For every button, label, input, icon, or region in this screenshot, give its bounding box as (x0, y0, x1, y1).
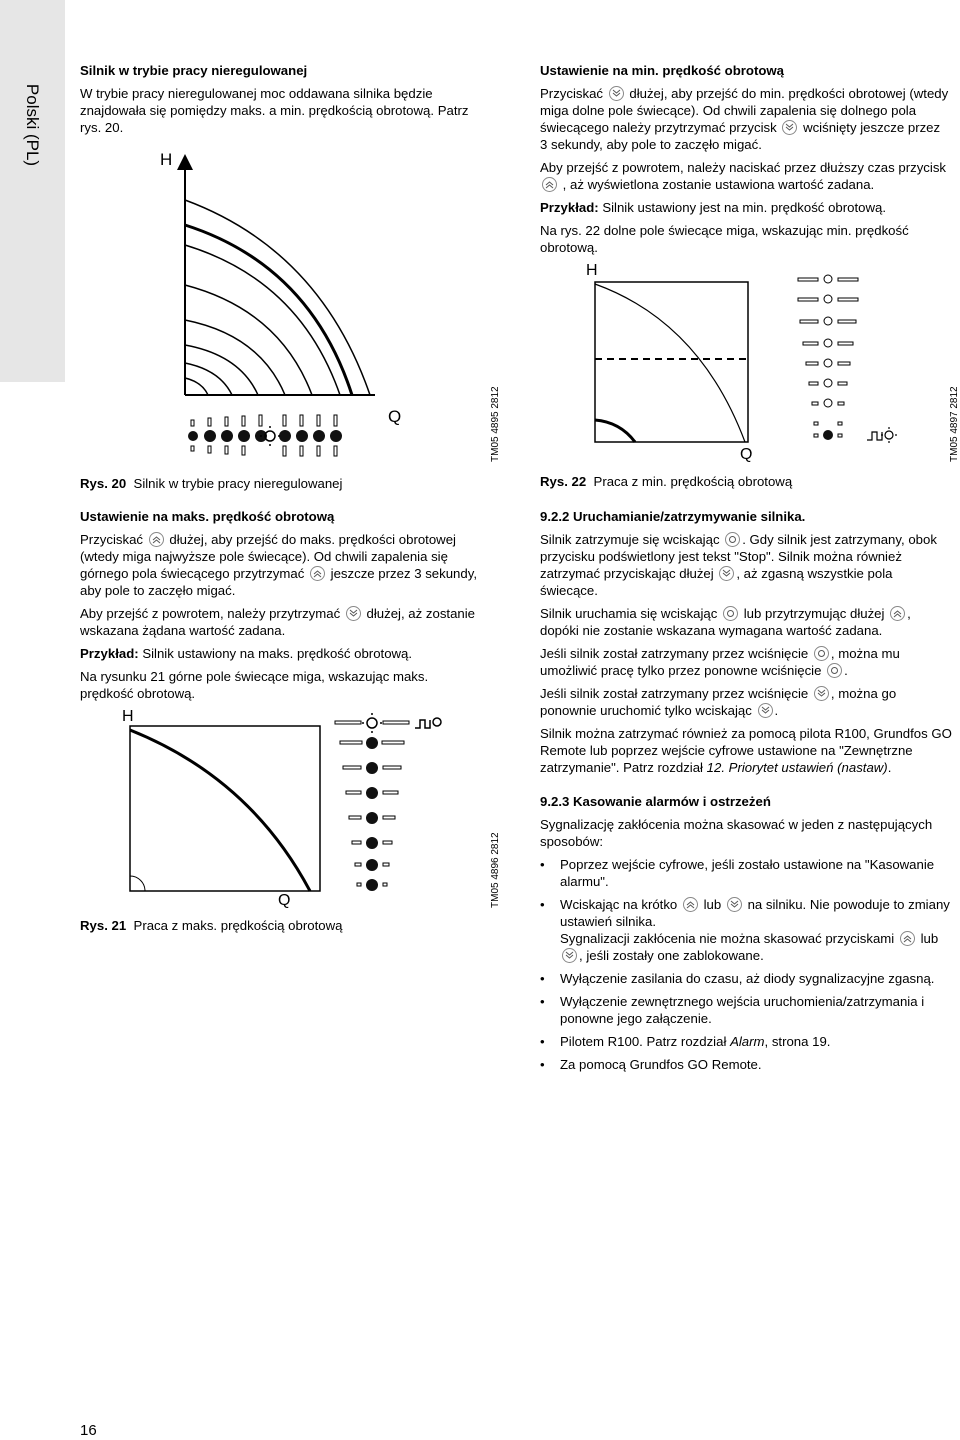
figure-21 (80, 708, 520, 918)
start-stop-button-icon (827, 663, 842, 678)
down-button-icon (562, 948, 577, 963)
text-min-speed-1: Przyciskać dłużej, aby przejść do min. prędkości obrotowej (wtedy miga dolne pole świecące). Od chwili zapalenia się dolnego pola świecącego należy przytrzymać przycisk wciśnięty jeszcze przez 3 sekundy, aby pole to zaczęło migać. (540, 86, 949, 152)
down-button-icon (727, 897, 742, 912)
language-label: Polski (PL) (23, 83, 42, 167)
start-stop-button-icon (723, 606, 738, 621)
text-min-speed-4: Na rys. 22 dolne pole świecące miga, wskazując min. prędkość obrotową. (540, 223, 909, 255)
up-button-icon (683, 897, 698, 912)
text-max-speed-2: Aby przejść z powrotem, należy przytrzymać dłużej, aż zostanie wskazana żądana wartość zadana. (80, 606, 476, 638)
up-button-icon (149, 532, 164, 547)
figure-22 (540, 262, 960, 472)
list-item: • Pilotem R100. Patrz rozdział Alarm, strona 19. (540, 1033, 952, 1050)
reset-methods-list (540, 856, 952, 1073)
heading-start-stop: 9.2.2 Uruchamianie/zatrzymywanie silnika. (540, 509, 806, 524)
text-min-speed-3: Przykład: Silnik ustawiony jest na min. prędkość obrotową. (540, 200, 886, 215)
list-item: • Wyłączenie zewnętrznego wejścia uruchomienia/zatrzymania i ponowne jego załączenie. (540, 993, 952, 1027)
fig20-axis-q: Q (388, 407, 402, 426)
down-button-icon (609, 86, 624, 101)
list-item: • Poprzez wejście cyfrowe, jeśli zostało ustawione na "Kasowanie alarmu". (540, 856, 952, 890)
page-number: 16 (80, 1422, 97, 1439)
list-item: • Wciskając na krótko lub na silniku. Nie powoduje to zmiany ustawień silnika. Sygnalizacji zakłócenia nie można skasować przyciskami lub , jeśli zostały one zablokowane. (540, 896, 952, 964)
down-button-icon (758, 703, 773, 718)
up-button-icon (542, 177, 557, 192)
text-max-speed-3: Przykład: Silnik ustawiony na maks. prędkość obrotową. (80, 646, 413, 661)
fig20-chart (80, 150, 500, 470)
text-start-stop-3: Jeśli silnik został zatrzymany przez wciśnięcie , można mu umożliwić pracę tylko przez ponowne wciśnięcie . (540, 646, 900, 678)
fig20-caption: Rys. 20 Silnik w trybie pracy nieregulowanej (80, 476, 343, 491)
language-tab (10, 70, 54, 180)
start-stop-button-icon (725, 532, 740, 547)
up-button-icon (890, 606, 905, 621)
text-min-speed-2: Aby przejść z powrotem, należy naciskać przez dłuższy czas przycisk , aż wyświetlona zostanie ustawiona wartość zadana. (540, 160, 947, 192)
text-max-speed-1: Przyciskać dłużej, aby przejść do maks. prędkości obrotowej (wtedy miga najwyższe pole świecące). Od chwili zapalenia się górnego pola świecącego przytrzymać jeszcze przez 3 sekundy, aby pole to zaczęło migać. (80, 532, 478, 598)
heading-unregulated: Silnik w trybie pracy nieregulowanej (80, 63, 308, 78)
fig22-caption: Rys. 22 Praca z min. prędkością obrotową (540, 474, 793, 489)
text-start-stop-4: Jeśli silnik został zatrzymany przez wciśnięcie , można go ponownie uruchomić tylko wciskając . (540, 686, 897, 718)
fig20-axis-h: H (160, 150, 173, 169)
section-max-speed (80, 508, 485, 708)
start-stop-button-icon (814, 646, 829, 661)
text-max-speed-4: Na rysunku 21 górne pole świecące miga, wskazując maks. prędkość obrotową. (80, 669, 429, 701)
fig22-axis-h: H (586, 262, 598, 279)
down-button-icon (782, 120, 797, 135)
fig21-code: TM05 4896 2812 (490, 832, 501, 908)
fig22-axis-q: Q (740, 446, 753, 463)
text-start-stop-2: Silnik uruchamia się wciskając lub przytrzymując dłużej , dopóki nie zostanie wskazana wymagana wartość zadana. (540, 606, 911, 638)
text-start-stop-5: Silnik można zatrzymać również za pomocą pilota R100, Grundfos GO Remote lub poprzez wejście cyfrowe ustawione na "Zewnętrzne zatrzymanie". Patrz rozdział 12. Priorytet ustawień (nastaw). (540, 726, 952, 775)
section-reset-alarms (540, 793, 952, 1079)
down-button-icon (814, 686, 829, 701)
fig21-axis-q: Q (278, 892, 291, 909)
down-button-icon (719, 566, 734, 581)
up-button-icon (310, 566, 325, 581)
heading-max-speed: Ustawienie na maks. prędkość obrotową (80, 509, 335, 524)
figure-20 (80, 150, 500, 470)
fig21-caption: Rys. 21 Praca z maks. prędkością obrotową (80, 918, 343, 933)
heading-min-speed: Ustawienie na min. prędkość obrotową (540, 63, 785, 78)
up-button-icon (900, 931, 915, 946)
fig22-chart (540, 262, 960, 472)
heading-reset-alarms: 9.2.3 Kasowanie alarmów i ostrzeżeń (540, 794, 771, 809)
fig20-code: TM05 4895 2812 (490, 386, 501, 462)
text-reset-intro: Sygnalizację zakłócenia można skasować w jeden z następujących sposobów: (540, 817, 933, 849)
section-unregulated (80, 62, 480, 142)
text-unregulated: W trybie pracy nieregulowanej moc oddawana silnika będzie znajdowała się pomiędzy maks. a min. prędkością obrotową. Patrz rys. 20. (80, 86, 469, 135)
list-item: • Za pomocą Grundfos GO Remote. (540, 1056, 952, 1073)
list-item: • Wyłączenie zasilania do czasu, aż diody sygnalizacyjne zgasną. (540, 970, 952, 987)
fig22-code: TM05 4897 2812 (949, 386, 960, 462)
fig21-axis-h: H (122, 708, 134, 725)
section-min-speed (540, 62, 950, 262)
language-sidebar (0, 0, 65, 382)
section-start-stop (540, 508, 952, 782)
fig21-chart (80, 708, 520, 918)
text-start-stop-1: Silnik zatrzymuje się wciskając . Gdy silnik jest zatrzymany, obok przycisku podświetlony jest tekst "Stop". Silnik można również zatrzymać przyciskając dłużej , aż zgasną wszystkie pola świecące. (540, 532, 937, 598)
down-button-icon (346, 606, 361, 621)
